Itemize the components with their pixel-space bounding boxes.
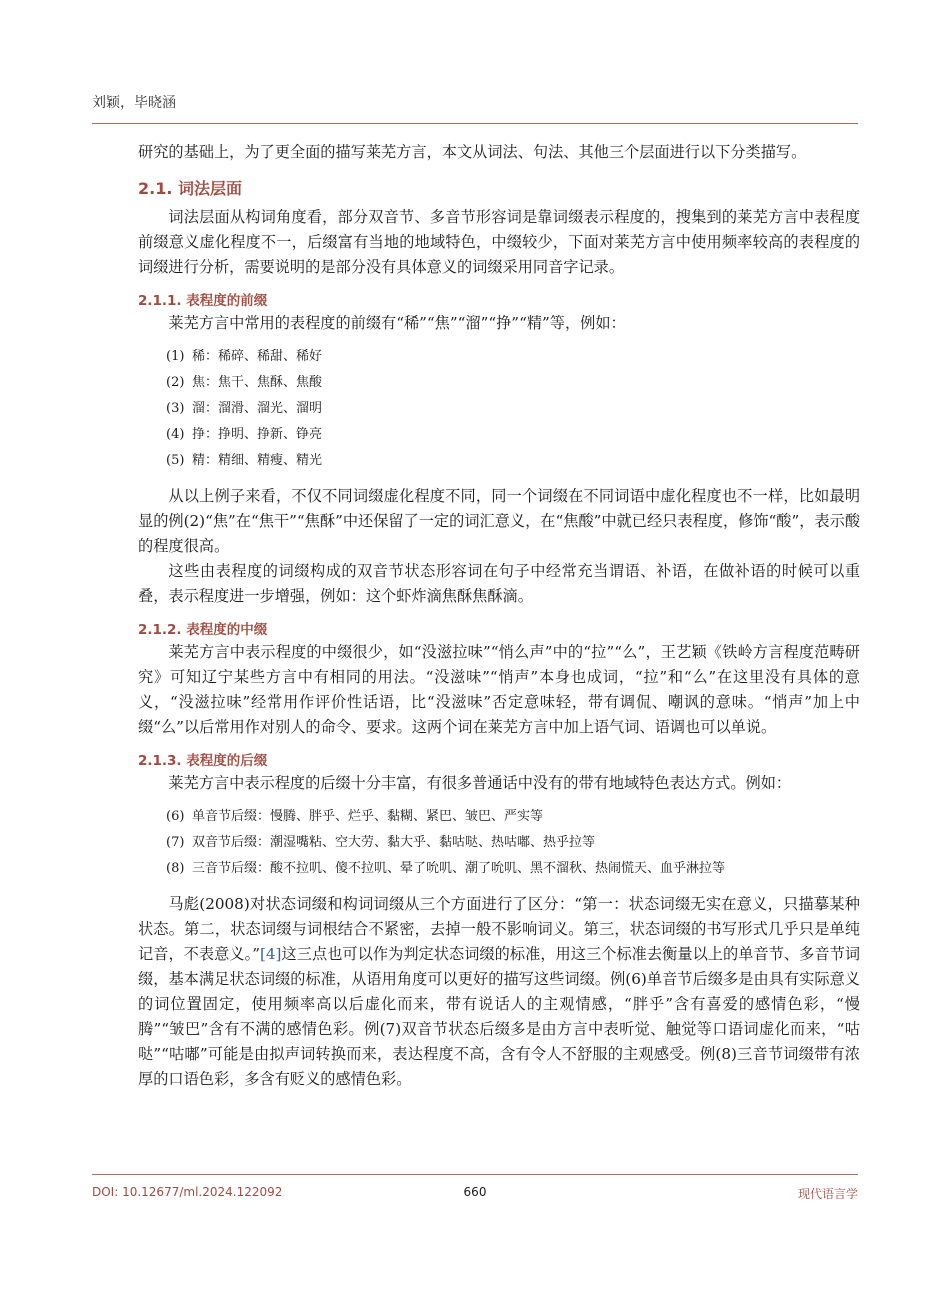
subsection-heading-prefix: 2.1.1. 表程度的前缀 <box>138 293 268 309</box>
page-content <box>138 134 860 1092</box>
example-item: (8) 三音节后缀：酸不拉叽、傻不拉叽、晕了吮叽、潮了吮叽、黑不溜秋、热闹慌天、血乎淋拉等 <box>166 861 726 876</box>
example-item: (7) 双音节后缀：潮湿嘴粘、空大劳、黏大乎、黏咕哒、热咕嘟、热乎拉等 <box>166 835 596 850</box>
example-item: (6) 单音节后缀：慢腾、胖乎、烂乎、黏糊、紧巴、皱巴、严实等 <box>166 809 544 824</box>
running-head-authors: 刘颖，毕晓涵 <box>92 95 176 111</box>
example-item: (4) 挣：挣明、挣新、铮亮 <box>166 427 323 442</box>
prefix-paragraph-2: 这些由表程度的词缀构成的双音节状态形容词在句子中经常充当谓语、补语，在做补语的时候可以重叠，表示程度进一步增强，例如：这个虾炸滴焦酥焦酥滴。 <box>138 562 860 605</box>
example-item: (3) 溜：溜滑、溜光、溜明 <box>166 401 323 416</box>
prefix-example-list <box>138 344 860 474</box>
page-number: 660 <box>463 1185 487 1199</box>
prefix-paragraph-1: 从以上例子来看，不仅不同词缀虚化程度不同，同一个词缀在不同词语中虚化程度也不一样，比如最明显的例(2)“焦”在“焦干”“焦酥”中还保留了一定的词汇意义，在“焦酸”中就已经只表程度，修饰“酸”，表示酸的程度很高。 <box>138 487 860 555</box>
suffix-lead: 莱芜方言中表示程度的后缀十分丰富，有很多普通话中没有的带有地域特色表达方式。例如： <box>168 774 792 792</box>
infix-paragraph: 莱芜方言中表示程度的中缀很少，如“没滋拉味”“悄么声”中的“拉”“么”，王艺颖《铁岭方言程度范畴研究》可知辽宁某些方言中有相同的用法。“没滋味”“悄声”本身也成词，“拉”和“么”在这里没有具体的意义，“没滋拉味”经常用作评价性话语，比“没滋味”否定意味轻，带有调侃、嘲讽的意味。“悄声”加上中缀“么”以后常用作对别人的命令、要求。这两个词在莱芜方言中加上语气词、语调也可以单说。 <box>138 643 860 736</box>
example-item: (2) 焦：焦干、焦酥、焦酸 <box>166 375 323 390</box>
citation-link[interactable]: [4] <box>259 945 282 963</box>
footer-divider <box>92 1174 858 1175</box>
subsection-heading-infix: 2.1.2. 表程度的中缀 <box>138 622 268 638</box>
prefix-lead: 莱芜方言中常用的表程度的前缀有“稀”“焦”“溜”“挣”“精”等，例如： <box>168 314 626 332</box>
example-item: (1) 稀：稀碎、稀甜、稀好 <box>166 349 323 364</box>
suffix-example-list <box>138 804 860 882</box>
section-heading-morphology: 2.1. 词法层面 <box>138 179 242 198</box>
header-divider <box>92 123 858 124</box>
section-paragraph: 词法层面从构词角度看，部分双音节、多音节形容词是靠词缀表示程度的，搜集到的莱芜方言中表程度前缀意义虚化程度不一，后缀富有当地的地域特色，中缀较少，下面对莱芜方言中使用频率较高的表程度的词缀进行分析，需要说明的是部分没有具体意义的词缀采用同音字记录。 <box>138 208 860 276</box>
subsection-heading-suffix: 2.1.3. 表程度的后缀 <box>138 753 268 769</box>
suffix-paragraph: 马彪(2008)对状态词缀和构词词缀从三个方面进行了区分：“第一：状态词缀无实在意义，只描摹某种状态。第二，状态词缀与词根结合不紧密，去掉一般不影响词义。第三，状态词缀的书写形式几乎只是单纯记音，不表意义。”[4]这三点也可以作为判定状态词缀的标准，用这三个标准去衡量以上的单音节、多音节词缀，基本满足状态词缀的标准，从语用角度可以更好的描写这些词缀。例(6)单音节后缀多是由具有实际意义的词位置固定，使用频率高以后虚化而来，带有说话人的主观情感，“胖乎”含有喜爱的感情色彩，“慢腾”“皱巴”含有不满的感情色彩。例(7)双音节状态后缀多是由方言中表听觉、触觉等口语词虚化而来，“咕哒”“咕嘟”可能是由拟声词转换而来，表达程度不高，含有令人不舒服的主观感受。例(8)三音节词缀带有浓厚的口语色彩，多含有贬义的感情色彩。 <box>138 895 861 1088</box>
intro-line: 研究的基础上，为了更全面的描写莱芜方言，本文从词法、句法、其他三个层面进行以下分类描写。 <box>138 143 807 161</box>
example-item: (5) 精：精细、精瘦、精光 <box>166 453 323 468</box>
journal-name: 现代语言学 <box>797 1187 858 1201</box>
doi-link[interactable]: DOI: 10.12677/ml.2024.122092 <box>92 1185 283 1199</box>
